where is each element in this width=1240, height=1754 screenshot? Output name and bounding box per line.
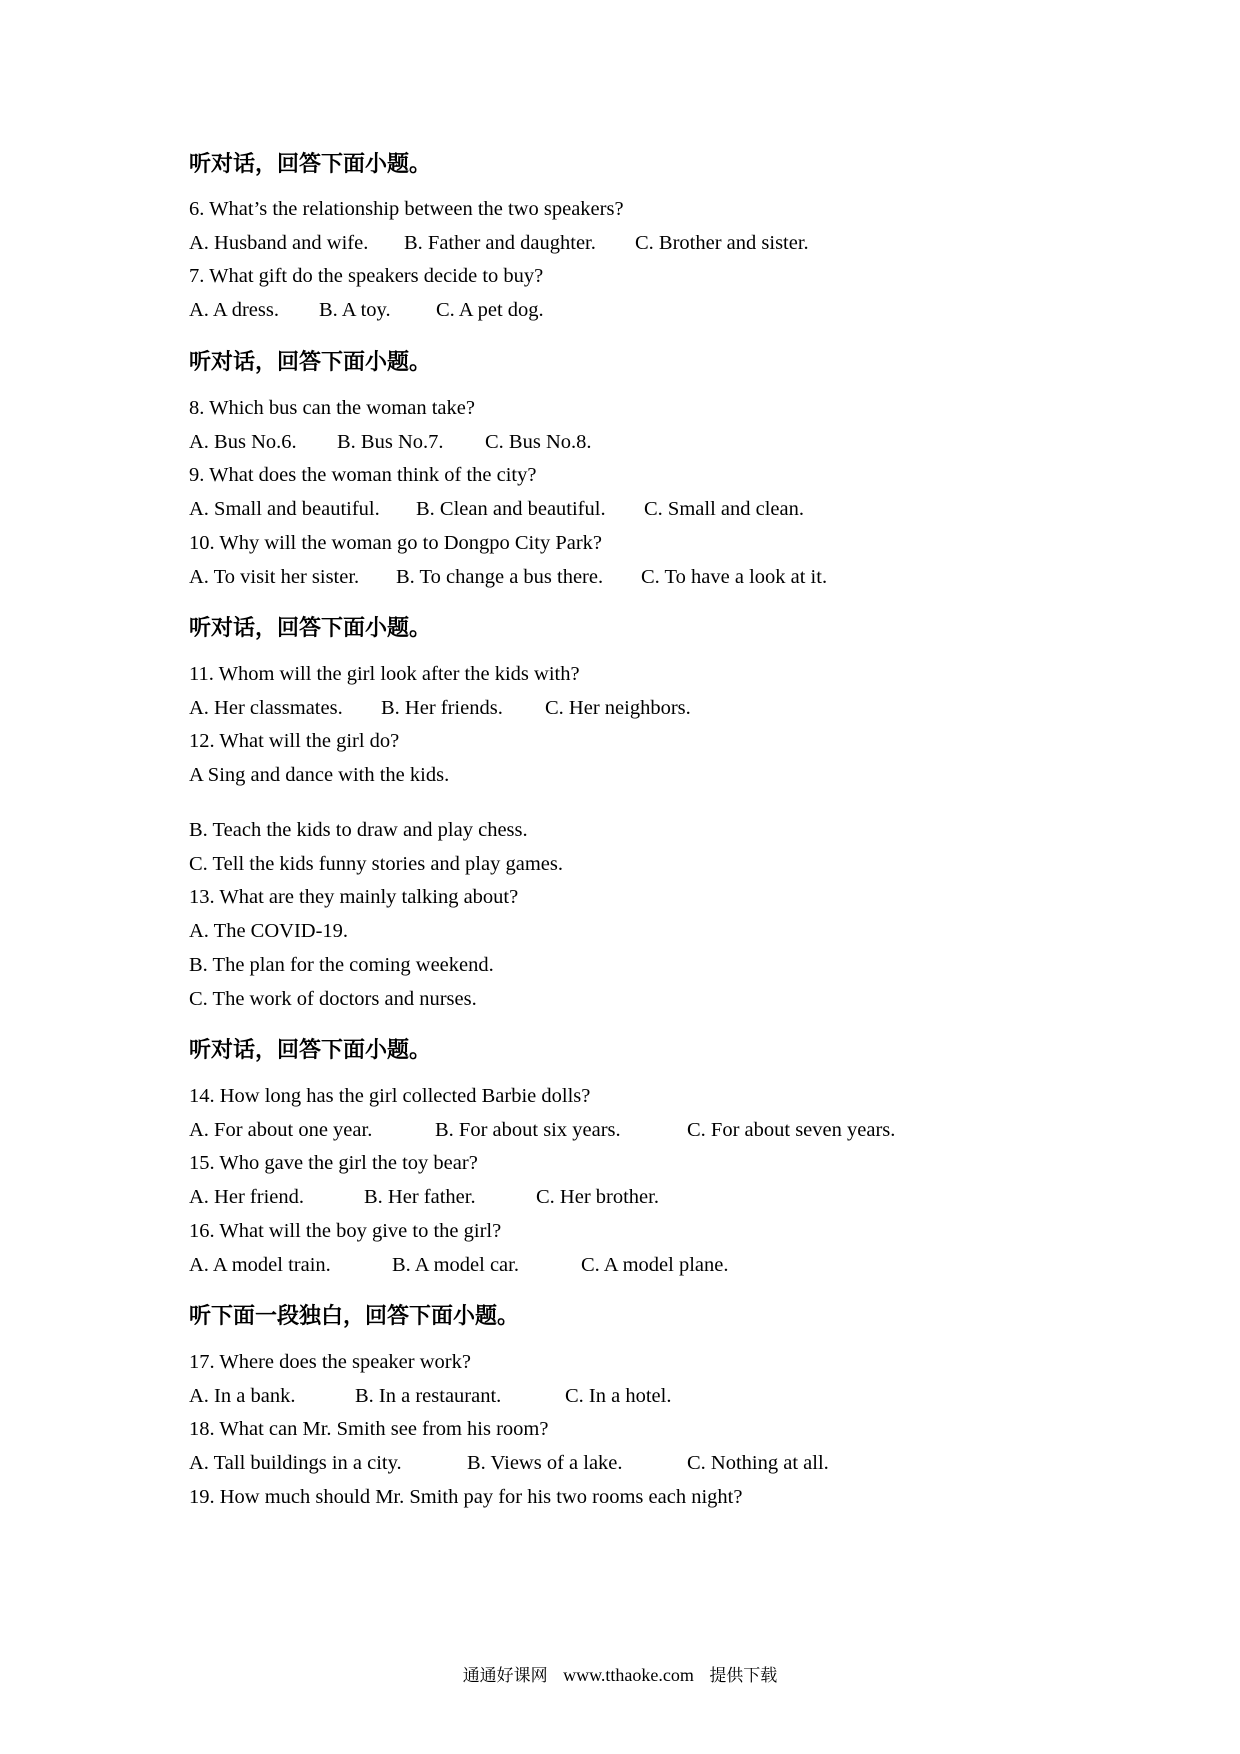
option-a: A. To visit her sister.: [189, 566, 360, 588]
option-c: C. A model plane.: [581, 1254, 729, 1276]
option-b: B. A model car.: [392, 1254, 519, 1276]
question-19: 19. How much should Mr. Smith pay for his two rooms each night?: [189, 1486, 743, 1508]
option-a: A. Her friend.: [189, 1186, 304, 1208]
option-c: C. Her brother.: [536, 1186, 659, 1208]
option-b: B. Her father.: [364, 1186, 476, 1208]
option-b: B. In a restaurant.: [355, 1385, 502, 1407]
option-a: A. Small and beautiful.: [189, 498, 380, 520]
question-18: 18. What can Mr. Smith see from his room?: [189, 1418, 549, 1440]
option-b: B. Views of a lake.: [467, 1452, 623, 1474]
option-12-a: A Sing and dance with the kids.: [189, 764, 450, 786]
option-b: B. A toy.: [319, 299, 391, 321]
option-a: A. Tall buildings in a city.: [189, 1452, 402, 1474]
question-15: 15. Who gave the girl the toy bear?: [189, 1152, 478, 1174]
section-heading: 听对话，回答下面小题。: [189, 350, 432, 375]
question-8: 8. Which bus can the woman take?: [189, 397, 475, 419]
option-b: B. To change a bus there.: [396, 566, 604, 588]
option-a: A. Bus No.6.: [189, 431, 297, 453]
option-c: C. Small and clean.: [644, 498, 804, 520]
option-c: C. Her neighbors.: [545, 697, 691, 719]
question-12: 12. What will the girl do?: [189, 730, 400, 752]
option-12-b: B. Teach the kids to draw and play chess.: [189, 819, 528, 841]
question-7: 7. What gift do the speakers decide to buy?: [189, 265, 544, 287]
option-12-c: C. Tell the kids funny stories and play games.: [189, 853, 563, 875]
option-a: A. A dress.: [189, 299, 279, 321]
option-a: A. For about one year.: [189, 1119, 373, 1141]
footer-download-note: 提供下载: [709, 1666, 778, 1686]
option-c: C. Brother and sister.: [635, 232, 809, 254]
option-b: B. Her friends.: [381, 697, 503, 719]
option-c: C. To have a look at it.: [641, 566, 828, 588]
question-11: 11. Whom will the girl look after the kids with?: [189, 663, 580, 685]
option-c: C. For about seven years.: [687, 1119, 896, 1141]
option-a: A. Husband and wife.: [189, 232, 369, 254]
question-16: 16. What will the boy give to the girl?: [189, 1220, 502, 1242]
option-a: A. A model train.: [189, 1254, 331, 1276]
question-10: 10. Why will the woman go to Dongpo City Park?: [189, 532, 603, 554]
option-13-a: A. The COVID-19.: [189, 920, 349, 942]
section-heading: 听对话，回答下面小题。: [189, 1038, 432, 1063]
option-c: C. Nothing at all.: [687, 1452, 829, 1474]
page-footer: [0, 1661, 1240, 1686]
option-c: C. In a hotel.: [565, 1385, 672, 1407]
section-heading: 听下面一段独白，回答下面小题。: [189, 1304, 520, 1329]
section-heading: 听对话，回答下面小题。: [189, 616, 432, 641]
option-a: A. In a bank.: [189, 1385, 296, 1407]
section-heading: 听对话，回答下面小题。: [189, 152, 432, 177]
question-6: 6. What’s the relationship between the two speakers?: [189, 198, 624, 220]
question-9: 9. What does the woman think of the city?: [189, 464, 537, 486]
question-13: 13. What are they mainly talking about?: [189, 886, 519, 908]
option-c: C. Bus No.8.: [485, 431, 592, 453]
footer-url-link[interactable]: www.tthaoke.com: [563, 1665, 694, 1685]
option-a: A. Her classmates.: [189, 697, 343, 719]
question-17: 17. Where does the speaker work?: [189, 1351, 471, 1373]
option-b: B. Father and daughter.: [404, 232, 596, 254]
option-b: B. Clean and beautiful.: [416, 498, 606, 520]
footer-site-name: 通通好课网: [462, 1666, 548, 1686]
option-b: B. Bus No.7.: [337, 431, 444, 453]
option-13-b: B. The plan for the coming weekend.: [189, 954, 494, 976]
option-13-c: C. The work of doctors and nurses.: [189, 988, 477, 1010]
option-c: C. A pet dog.: [436, 299, 544, 321]
option-b: B. For about six years.: [435, 1119, 621, 1141]
question-14: 14. How long has the girl collected Barbie dolls?: [189, 1085, 591, 1107]
